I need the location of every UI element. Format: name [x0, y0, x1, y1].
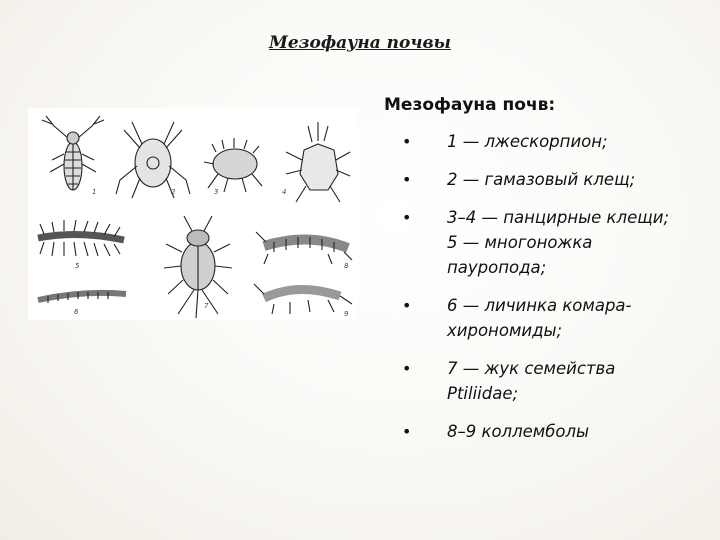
figure-number-2: 2: [171, 188, 176, 196]
bullet-dot-icon: •: [402, 208, 412, 227]
slide-title: Мезофауна почвы: [269, 33, 451, 53]
figure-number-6: 6: [74, 308, 79, 316]
figure-number-9: 9: [344, 310, 349, 318]
pauropod-drawing: [38, 220, 124, 256]
chironomid-larva-drawing: [38, 292, 126, 303]
bullet-item: [402, 129, 684, 154]
collembola-9-drawing: [254, 284, 352, 314]
bullet-text: 3–4 — панцирные клещи; 5 — многоножка пауропода;: [447, 208, 670, 277]
bullet-text: 1 — лжескорпион;: [447, 132, 608, 151]
figure-number-8: 8: [344, 262, 349, 270]
bullet-dot-icon: •: [402, 132, 412, 151]
bullet-dot-icon: •: [402, 170, 412, 189]
collembola-8-drawing: [256, 232, 352, 264]
bullet-dot-icon: •: [402, 296, 412, 315]
oribatid-mite-4-drawing: [286, 122, 350, 202]
bullet-text: 7 — жук семейства Ptiliidae;: [447, 359, 616, 403]
gamasid-mite-drawing: [116, 122, 190, 198]
bullet-dot-icon: •: [402, 422, 412, 441]
bullet-item: [402, 293, 684, 343]
bullet-text: 6 — личинка комара-хирономиды;: [447, 296, 632, 340]
bullet-dot-icon: •: [402, 359, 412, 378]
content-panel: [384, 95, 684, 457]
figure-number-5: 5: [75, 262, 80, 270]
bullet-text: 8–9 коллемболы: [447, 422, 590, 441]
bullet-item: [402, 167, 684, 192]
ptiliidae-beetle-drawing: [164, 216, 232, 318]
oribatid-mite-3-drawing: [204, 138, 262, 192]
soil-mesofauna-illustration: [28, 108, 358, 320]
figure-number-4: 4: [282, 188, 287, 196]
bullet-item: [402, 205, 684, 280]
figure-number-7: 7: [204, 302, 209, 310]
bullet-item: [402, 419, 684, 444]
figure-number-1: 1: [92, 188, 97, 196]
bullet-item: [402, 356, 684, 406]
figure-number-3: 3: [214, 188, 219, 196]
content-heading: Мезофауна почв:: [384, 95, 556, 115]
bullet-text: 2 — гамазовый клещ;: [447, 170, 636, 189]
pseudoscorpion-drawing: [42, 116, 104, 190]
bullet-list: [384, 129, 684, 444]
